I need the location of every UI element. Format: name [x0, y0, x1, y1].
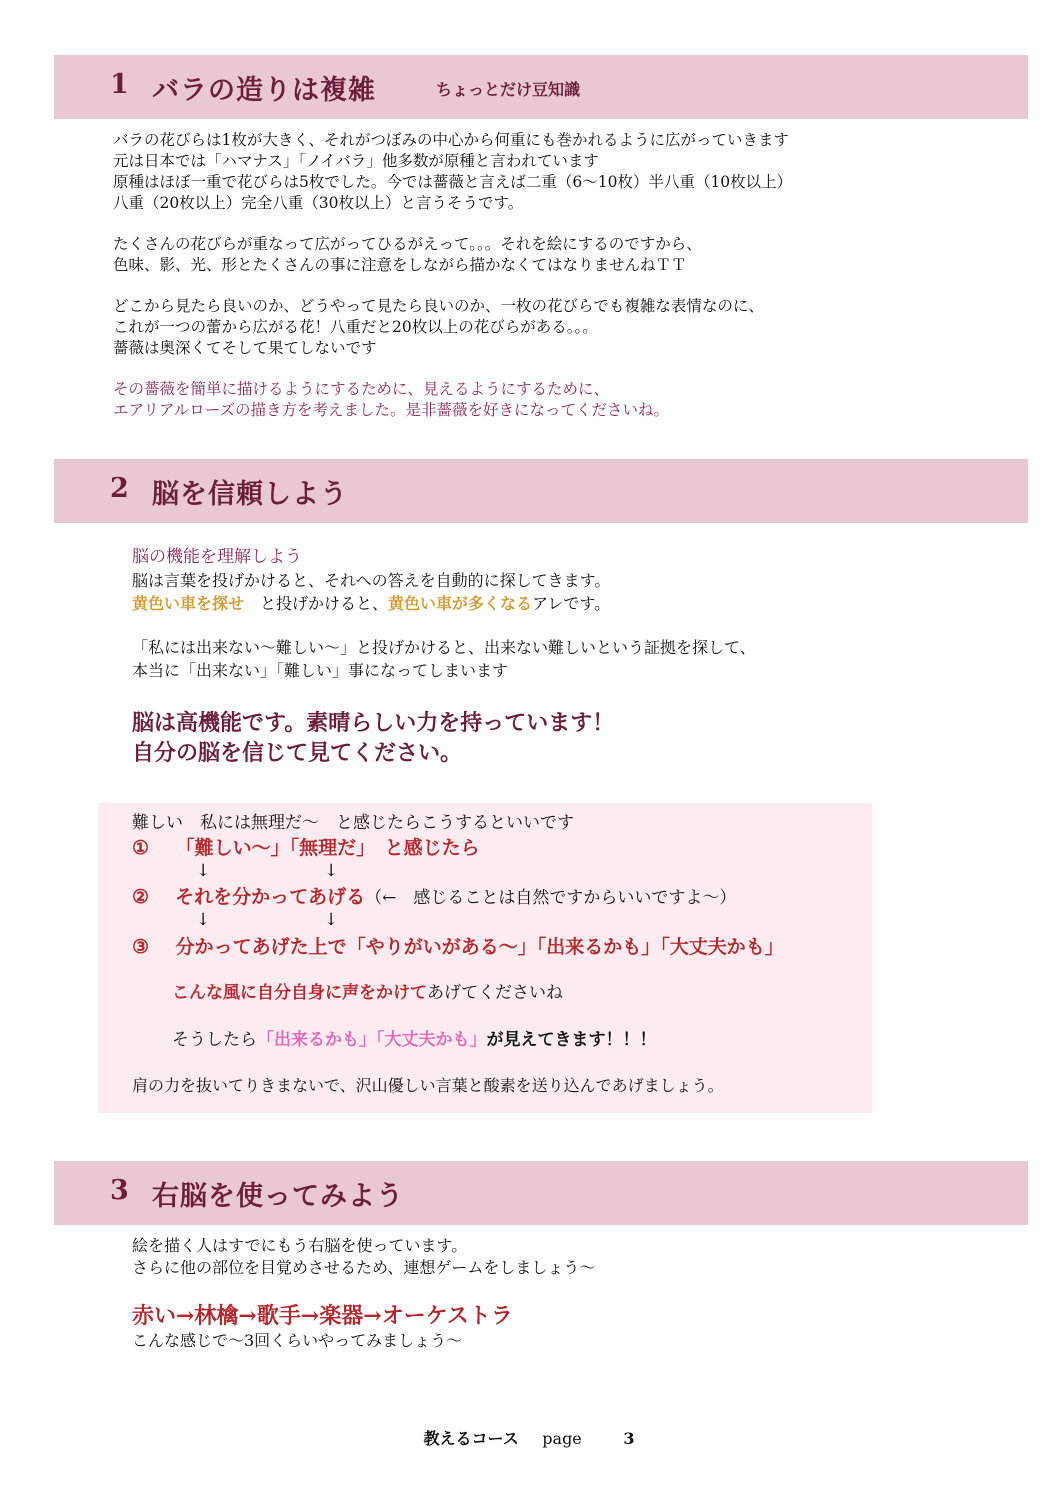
then-text-a: そうしたら [172, 1030, 257, 1050]
section3-line2: さらに他の部位を目覚めさせるため、連想ゲームをしましょう～ [132, 1258, 596, 1277]
down-arrow: ↓ [324, 910, 339, 930]
section2-number: 2 [110, 473, 130, 504]
footer-page-number: 3 [623, 1429, 635, 1448]
section2-header [54, 459, 1028, 523]
section1-subtitle: ちょっとだけ豆知識 [436, 80, 581, 99]
down-arrow: ↓ [196, 861, 211, 881]
down-arrow: ↓ [196, 910, 211, 930]
call-line [172, 983, 563, 1003]
call-text-b: あげてくださいね [427, 983, 563, 1003]
section2-line2-b: と投げかけると、 [244, 594, 389, 613]
section2-emphasis-2: 自分の脳を信じて見てください。 [132, 740, 463, 766]
footer-page-label: page [542, 1429, 582, 1448]
section1-number: 1 [110, 69, 130, 100]
step1-text: 「難しい～」「無理だ」 と感じたら [175, 837, 480, 859]
section2-line2-d: アレです。 [532, 594, 611, 613]
step1 [132, 836, 480, 860]
step2-text: それを分かってあげる [175, 886, 366, 908]
section2-line1: 脳は言葉を投げかけると、それへの答えを自動的に探してきます。 [132, 571, 611, 590]
section3-line1: 絵を描く人はすでにもう右脳を使っています。 [132, 1236, 468, 1255]
then-text-c: が見えてきます！！！ [486, 1030, 657, 1050]
section2-heading: 脳の機能を理解しよう [132, 547, 302, 567]
section2-line4: 本当に「出来ない」「難しい」事になってしまいます [132, 661, 509, 680]
section1-line: これが一つの蕾から広がる花！八重だと20枚以上の花びらがある。。。 [113, 318, 598, 336]
step3-text-b: 「やりがいがある～」「出来るかも」「大丈夫かも」 [346, 936, 784, 958]
section1-line: たくさんの花びらが重なって広がってひるがえって。。。それを絵にするのですから、 [113, 235, 702, 253]
more-yellow-cars-phrase: 黄色い車が多くなる [388, 594, 533, 613]
section1-line: 八重（20枚以上）完全八重（30枚以上）と言うそうです。 [113, 194, 524, 212]
down-arrow: ↓ [324, 861, 339, 881]
step2-mark: ② [132, 886, 150, 908]
step2-note: （← 感じることは自然ですからいいですよ～） [365, 888, 737, 908]
association-chain: 赤い→林檎→歌手→楽器→オーケストラ [132, 1303, 513, 1329]
section1-line: 元は日本では「ハマナス」「ノイバラ」他多数が原種と言われています [113, 152, 599, 170]
step3 [132, 935, 784, 959]
section2-title: 脳を信頼しよう [152, 479, 348, 510]
then-line [172, 1030, 657, 1050]
section3-title: 右脳を使ってみよう [152, 1181, 404, 1212]
section1-title: バラの造りは複雑 [152, 75, 376, 106]
advice-intro: 難しい 私には無理だ～ と感じたらこうするといいです [132, 813, 574, 833]
section2-emphasis-1: 脳は高機能です。素晴らしい力を持っています！ [132, 710, 615, 736]
then-text-b: 「出来るかも」「大丈夫かも」 [257, 1030, 487, 1050]
relax-line: 肩の力を抜いてりきまないで、沢山優しい言葉と酸素を送り込んであげましょう。 [132, 1076, 724, 1095]
section2-line3: 「私には出来ない～難しい～」と投げかけると、出来ない難しいという証拠を探して、 [132, 638, 756, 657]
section1-closing-line: エアリアルローズの描き方を考えました。是非薔薇を好きになってくださいね。 [113, 401, 669, 419]
call-text-a: こんな風に自分自身に声をかけて [172, 983, 427, 1003]
section1-line: どこから見たら良いのか、どうやって見たら良いのか、一枚の花びらでも複雑な表情なのに、 [113, 297, 764, 315]
section3-header [54, 1161, 1028, 1225]
page-footer [0, 1426, 1058, 1449]
step3-mark: ③ [132, 936, 150, 958]
section2-line2 [132, 594, 610, 614]
section1-line: バラの花びらは1枚が大きく、それがつぼみの中心から何重にも巻かれるように広がっていきます [113, 131, 790, 149]
section1-line: 薔薇は奥深くてそして果てしないです [113, 339, 377, 357]
yellow-car-phrase: 黄色い車を探せ [132, 594, 245, 613]
footer-course: 教えるコース [423, 1429, 519, 1448]
step3-text-a: 分かってあげた上で [175, 936, 347, 958]
section3-line3: こんな感じで～3回くらいやってみましょう～ [132, 1331, 463, 1350]
section3-number: 3 [110, 1175, 130, 1206]
step2 [132, 885, 736, 910]
section1-closing-line: その薔薇を簡単に描けるようにするために、見えるようにするために、 [113, 380, 610, 398]
step1-mark: ① [132, 837, 150, 859]
section1-header [54, 55, 1028, 119]
section1-line: 色味、影、光、形とたくさんの事に注意をしながら描かなくてはなりませんねＴＴ [113, 256, 687, 274]
section1-line: 原種はほぼ一重で花びらは5枚でした。今では薔薇と言えば二重（6～10枚）半八重（10枚以上） [113, 173, 793, 191]
